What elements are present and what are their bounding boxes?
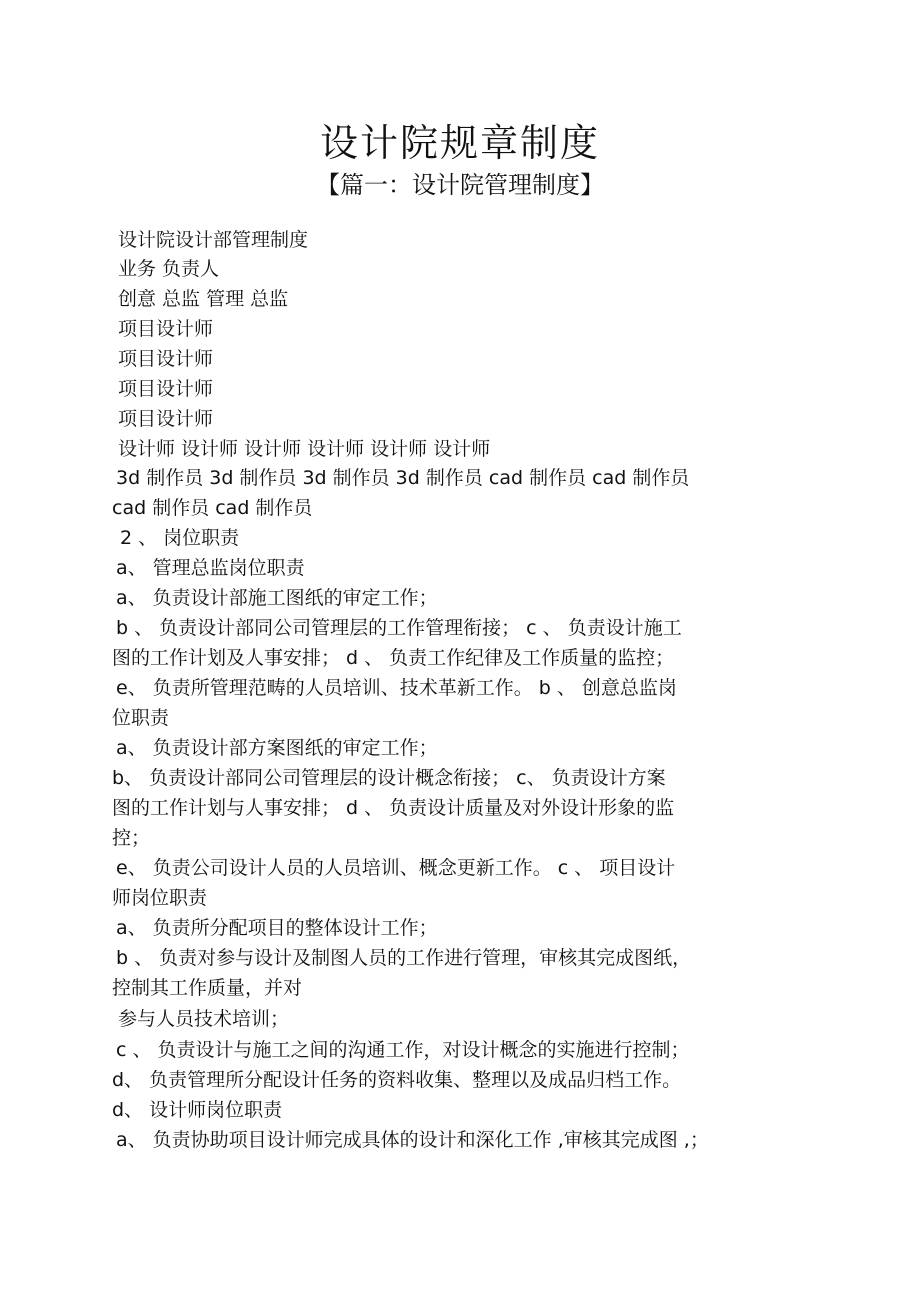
body-line: 3d 制作员 3d 制作员 3d 制作员 3d 制作员 cad 制作员 cad 制作员 [116, 467, 690, 489]
body-line: 位职责 [112, 707, 170, 729]
body-line: b、 负责设计部同公司管理层的设计概念衔接； c、 负责设计方案 [112, 767, 666, 789]
body-line: a、 负责设计部施工图纸的审定工作； [116, 587, 438, 609]
body-line: 2 、 岗位职责 [120, 527, 240, 549]
body-line: 项目设计师 [118, 348, 214, 370]
body-line: 设计师 设计师 设计师 设计师 设计师 设计师 [118, 438, 491, 460]
body-line: 图的工作计划与人事安排； d 、 负责设计质量及对外设计形象的监 [112, 797, 675, 819]
body-line: 项目设计师 [118, 408, 214, 430]
body-line: 控； [112, 827, 151, 849]
body-line: e、 负责所管理范畴的人员培训、技术革新工作。 b 、 创意总监岗 [116, 677, 677, 699]
body-line: 控制其工作质量，并对 [112, 977, 303, 999]
body-line: 师岗位职责 [112, 887, 208, 909]
body-line: 项目设计师 [118, 378, 214, 400]
body-line: 业务 负责人 [118, 258, 220, 280]
body-line: cad 制作员 cad 制作员 [112, 497, 313, 519]
body-line: a、 管理总监岗位职责 [116, 557, 305, 579]
body-line: b 、 负责设计部同公司管理层的工作管理衔接； c 、 负责设计施工 [116, 617, 682, 639]
body-line: a、 负责所分配项目的整体设计工作； [116, 917, 438, 939]
body-line: 图的工作计划及人事安排； d 、 负责工作纪律及工作质量的监控； [112, 647, 675, 669]
body-line: a、 负责协助项目设计师完成具体的设计和深化工作 ,审核其完成图 ,； [116, 1129, 709, 1151]
body-line: d、 负责管理所分配设计任务的资料收集、整理以及成品归档工作。 [112, 1069, 682, 1091]
body-line: 参与人员技术培训； [118, 1008, 290, 1030]
body-line: 项目设计师 [118, 318, 214, 340]
body-line: b 、 负责对参与设计及制图人员的工作进行管理，审核其完成图纸， [116, 947, 692, 969]
body-line: a、 负责设计部方案图纸的审定工作； [116, 737, 438, 759]
body-line: d、 设计师岗位职责 [112, 1099, 283, 1121]
body-line: 创意 总监 管理 总监 [118, 288, 289, 310]
body-line: e、 负责公司设计人员的人员培训、概念更新工作。 c 、 项目设计 [116, 857, 676, 879]
body-line: c 、 负责设计与施工之间的沟通工作，对设计概念的实施进行控制； [116, 1039, 690, 1061]
section-subtitle: 【篇一：设计院管理制度】 [316, 171, 604, 199]
body-line: 设计院设计部管理制度 [118, 229, 309, 251]
page-title: 设计院规章制度 [319, 121, 600, 165]
